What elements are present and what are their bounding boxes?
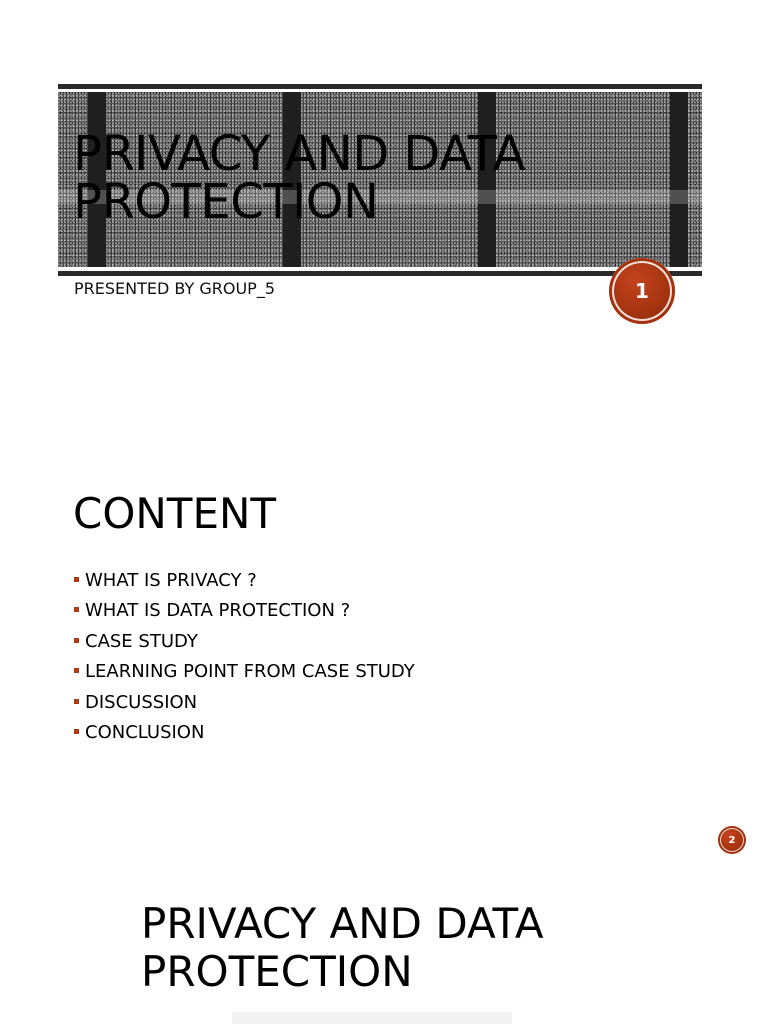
list-item-text: WHAT IS PRIVACY ?	[85, 570, 257, 591]
page-number-badge	[609, 258, 675, 324]
banner-bottom-rule	[58, 271, 702, 276]
square-bullet-icon	[74, 577, 79, 582]
banner-top-rule	[58, 84, 702, 89]
list-item	[74, 657, 415, 687]
square-bullet-icon	[74, 607, 79, 612]
slide-image-edge	[232, 1012, 512, 1024]
slide-title: PRIVACY AND DATA PROTECTION	[73, 126, 526, 230]
section-slide	[0, 880, 768, 1024]
page-number-text: 1	[635, 279, 649, 303]
page-number-badge	[718, 826, 746, 854]
list-item-text: CASE STUDY	[85, 630, 198, 652]
list-item	[74, 596, 415, 626]
list-item-text: CONCLUSION	[85, 721, 205, 743]
list-item-text: DISCUSSION	[85, 691, 198, 713]
banner-texture-post	[670, 92, 688, 267]
title-slide	[0, 0, 768, 380]
slide-title: PRIVACY AND DATA PROTECTION	[141, 899, 544, 996]
content-slide	[0, 470, 768, 860]
square-bullet-icon	[74, 699, 79, 704]
square-bullet-icon	[74, 638, 79, 643]
list-item-text: WHAT IS DATA PROTECTION ?	[85, 600, 351, 622]
page-number-text: 2	[728, 834, 736, 846]
square-bullet-icon	[74, 729, 79, 734]
list-item	[74, 566, 415, 596]
slide-title: CONTENT	[73, 489, 277, 538]
slide-subtitle: PRESENTED BY GROUP_5	[74, 279, 276, 298]
list-item	[74, 688, 415, 718]
list-item-text: LEARNING POINT FROM CASE STUDY	[85, 661, 415, 683]
square-bullet-icon	[74, 668, 79, 673]
list-item	[74, 627, 415, 657]
content-bullet-list	[74, 566, 415, 748]
list-item	[74, 718, 415, 748]
